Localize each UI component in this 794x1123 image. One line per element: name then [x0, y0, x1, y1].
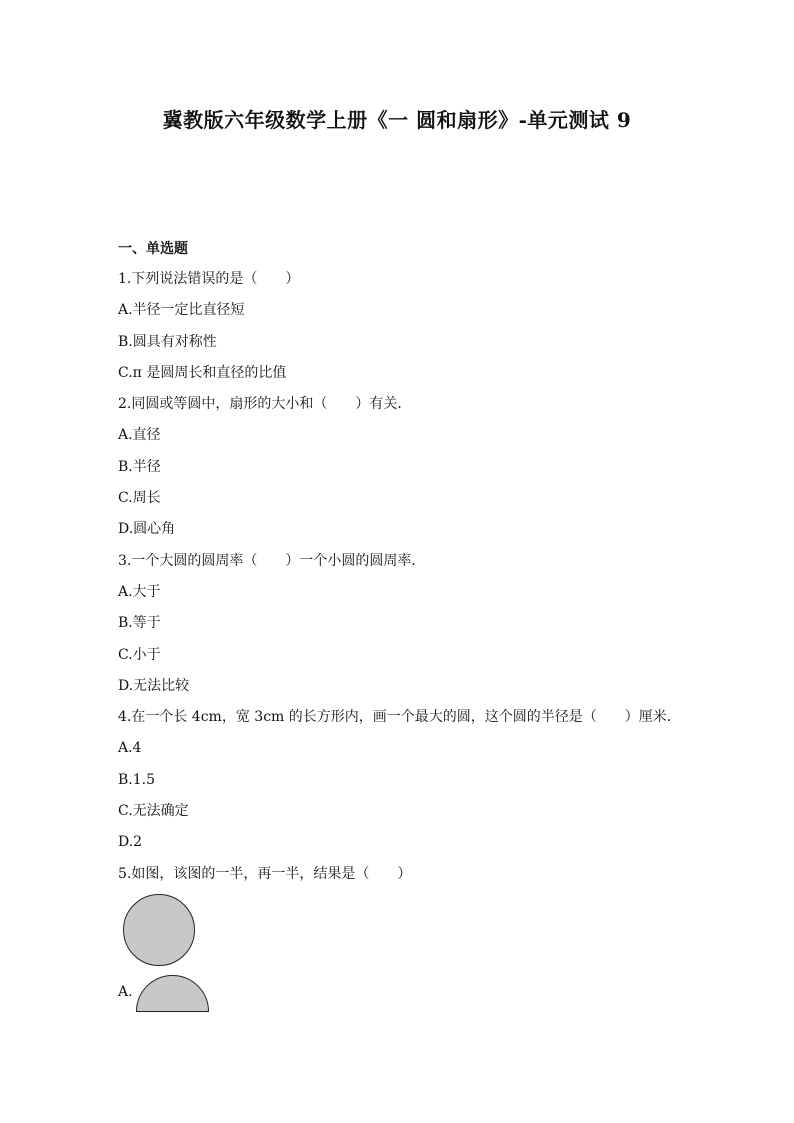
question-2-option-c: C.周长: [118, 490, 161, 507]
question-1-option-b: B.圆具有对称性: [118, 333, 217, 350]
question-3: 3.一个大圆的圆周率（ ）一个小圆的圆周率．: [118, 552, 426, 569]
question-1-option-a: A.半径一定比直径短: [118, 302, 245, 319]
question-4-option-d: D.2: [118, 834, 143, 851]
document-title: 冀教版六年级数学上册《一 圆和扇形》-单元测试 9: [162, 108, 632, 132]
question-4-option-b: B.1.5: [118, 771, 156, 788]
question-2-option-b: B.半径: [118, 458, 161, 475]
question-1-option-c: C.π 是圆周长和直径的比值: [118, 364, 287, 381]
question-3-option-b: B.等于: [118, 615, 161, 632]
semicircle-shape: [137, 976, 209, 1012]
circle-figure: [122, 893, 196, 967]
question-5: 5.如图，该图的一半，再一半，结果是（ ）: [118, 865, 412, 882]
question-4: 4.在一个长 4cm，宽 3cm 的长方形内，画一个最大的圆，这个圆的半径是（ ）厘米．: [118, 709, 681, 726]
question-2: 2.同圆或等圆中，扇形的大小和（ ）有关．: [118, 396, 412, 413]
full-circle-shape: [124, 895, 195, 966]
question-list: [118, 270, 718, 896]
question-1: 1.下列说法错误的是（ ）: [118, 271, 300, 287]
question-4-option-c: C.无法确定: [118, 803, 189, 820]
question-3-option-c: C.小于: [118, 646, 161, 663]
question-4-option-a: A.4: [118, 740, 142, 757]
section-heading: 一、单选题: [118, 241, 188, 257]
question-5-option-a: [118, 974, 218, 1014]
question-2-option-a: A.直径: [118, 427, 161, 444]
question-3-option-d: D.无法比较: [118, 677, 190, 694]
question-3-option-a: A.大于: [118, 583, 161, 600]
question-2-option-d: D.圆心角: [118, 521, 176, 538]
option-a-label: A.: [118, 984, 133, 1000]
